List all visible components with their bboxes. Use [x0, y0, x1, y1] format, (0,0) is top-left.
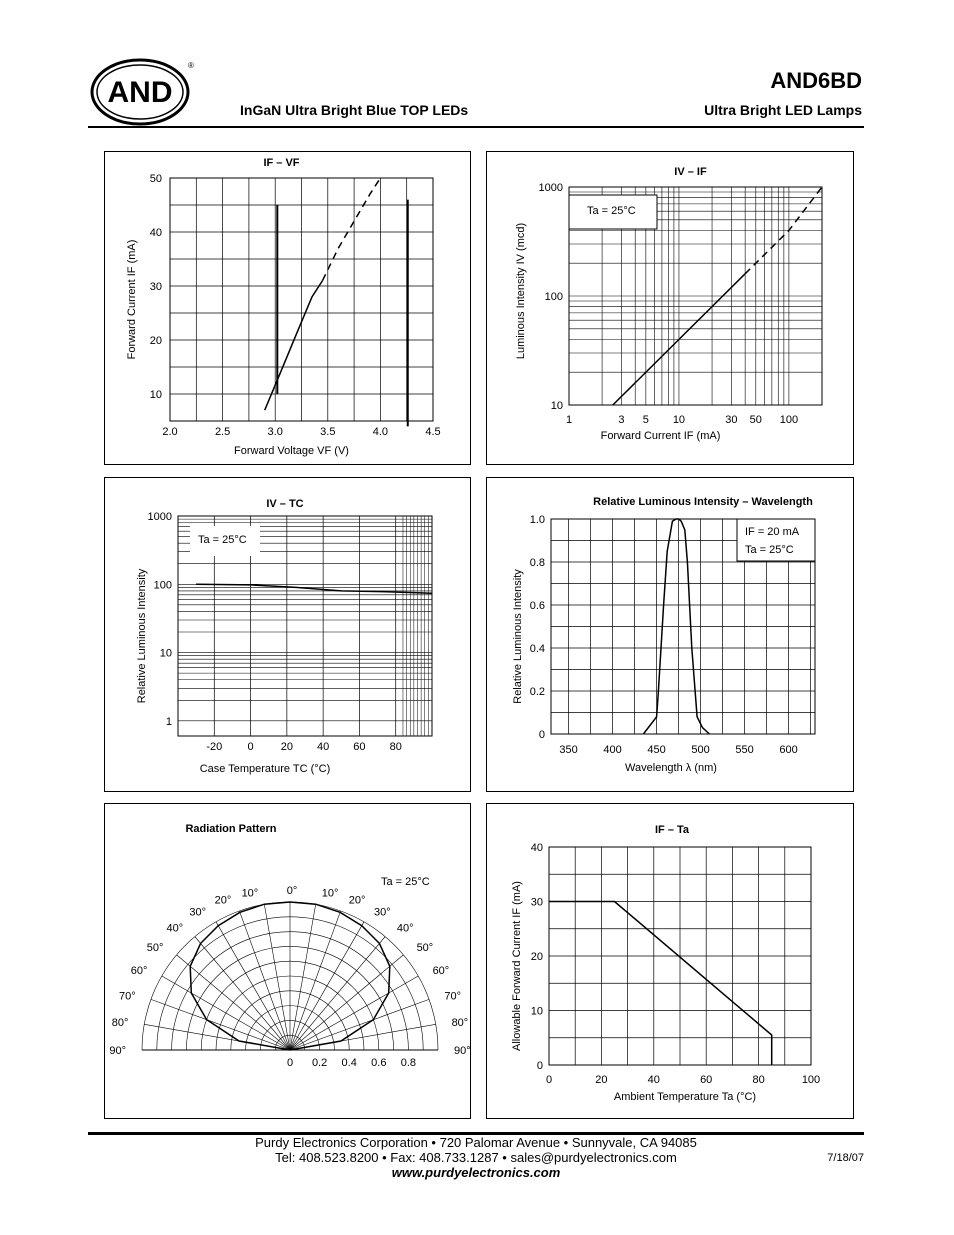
radiation-radial-tick: 0	[286, 1057, 294, 1069]
wavelength-annotation: Ta = 25°C	[745, 544, 794, 556]
iv-if-title: IV – IF	[674, 166, 707, 178]
wavelength-y-tick: 0	[538, 729, 545, 741]
iv-if-x-tick: 5	[642, 414, 649, 426]
registered-mark: ®	[188, 61, 194, 70]
iv-if-x-tick: 30	[725, 414, 738, 426]
iv-tc-x-tick: 20	[280, 741, 293, 753]
radiation-angle-label: 70°	[119, 990, 136, 1003]
radiation-angle-label: 30°	[189, 906, 206, 919]
if-ta-y-label: Allowable Forward Current IF (mA)	[511, 881, 523, 1051]
if-vf-x-tick: 4.0	[372, 426, 389, 438]
iv-tc-y-tick: 100	[153, 579, 172, 592]
chart-if-ta	[486, 803, 854, 1119]
chart-if-vf	[104, 151, 471, 465]
if-vf-x-tick: 2.0	[162, 426, 178, 438]
radiation-angle-label: 30°	[374, 906, 391, 919]
wavelength-x-tick: 600	[779, 744, 798, 756]
radiation-radial-tick: 0.6	[371, 1057, 387, 1069]
radiation-angle-label: 20°	[214, 894, 232, 907]
if-ta-x-tick: 40	[647, 1074, 660, 1086]
if-vf-title: IF – VF	[263, 157, 300, 169]
wavelength-x-tick: 500	[691, 744, 710, 756]
iv-tc-y-tick: 1000	[147, 511, 172, 523]
radiation-angle-label: 90°	[109, 1045, 126, 1057]
radiation-angle-label: 0°	[286, 885, 298, 897]
if-vf-y-tick: 40	[149, 227, 162, 239]
wavelength-x-tick: 550	[735, 744, 754, 756]
if-ta-x-tick: 20	[595, 1074, 608, 1086]
radiation-annotation: Ta = 25°C	[381, 876, 430, 888]
iv-tc-series-0	[196, 584, 432, 593]
radiation-angle-label: 10°	[321, 887, 339, 900]
if-vf-y-label: Forward Current IF (mA)	[126, 239, 138, 360]
if-vf-x-tick: 2.5	[214, 426, 231, 438]
iv-if-x-tick: 3	[618, 414, 625, 426]
if-ta-x-tick: 80	[752, 1074, 765, 1086]
radiation-angle-label: 90°	[454, 1045, 471, 1057]
iv-if-y-label: Luminous Intensity IV (mcd)	[515, 222, 527, 360]
part-number: AND6BD	[770, 68, 862, 93]
radiation-angle-label: 40°	[396, 922, 414, 935]
wavelength-y-tick: 0.2	[529, 686, 545, 698]
if-vf-x-tick: 3.5	[320, 426, 336, 438]
if-vf-y-tick: 10	[149, 389, 162, 401]
if-ta-x-tick: 60	[700, 1074, 713, 1086]
radiation-radial-tick: 0.4	[341, 1057, 357, 1069]
if-ta-y-tick: 0	[536, 1060, 543, 1072]
wavelength-y-tick: 0.6	[529, 600, 545, 612]
iv-tc-x-tick: 80	[389, 741, 402, 753]
iv-tc-y-tick: 10	[159, 647, 172, 660]
radiation-angle-label: 40°	[166, 922, 184, 935]
wavelength-y-tick: 0.4	[529, 643, 545, 655]
wavelength-x-label: Wavelength λ (nm)	[625, 762, 717, 774]
radiation-title: Radiation Pattern	[185, 823, 277, 835]
if-ta-x-tick: 0	[545, 1074, 553, 1086]
iv-tc-x-tick: -20	[206, 741, 223, 753]
iv-tc-y-label: Relative Luminous Intensity	[136, 568, 148, 704]
and-logo	[90, 58, 196, 126]
wavelength-x-tick: 400	[603, 744, 622, 756]
if-vf-y-tick: 50	[149, 173, 162, 185]
footer-contact: Tel: 408.523.8200 • Fax: 408.733.1287 • sales@purdyelectronics.com	[275, 1150, 677, 1165]
wavelength-title: Relative Luminous Intensity – Wavelength	[593, 496, 813, 508]
if-ta-y-tick: 10	[530, 1005, 543, 1018]
wavelength-x-tick: 350	[559, 744, 578, 756]
radiation-angle-label: 10°	[241, 887, 259, 900]
if-ta-y-tick: 30	[530, 896, 543, 909]
if-vf-y-tick: 20	[149, 335, 162, 347]
if-ta-y-tick: 20	[530, 951, 543, 963]
iv-tc-x-tick: 0	[247, 741, 254, 753]
iv-if-x-tick: 100	[779, 414, 799, 426]
iv-tc-x-label: Case Temperature TC (°C)	[199, 763, 331, 775]
radiation-angle-label: 20°	[348, 894, 366, 907]
radiation-angle-label: 70°	[444, 990, 461, 1003]
wavelength-y-tick: 0.8	[529, 557, 545, 569]
radiation-radial-tick: 0.2	[311, 1057, 328, 1069]
if-vf-series-0	[265, 281, 323, 411]
iv-tc-x-tick: 60	[353, 741, 366, 753]
iv-if-x-tick: 1	[565, 414, 573, 426]
radiation-angle-label: 50°	[146, 942, 164, 955]
iv-if-y-tick: 10	[550, 400, 563, 412]
wavelength-y-tick: 1.0	[529, 514, 545, 526]
chart-wavelength	[486, 477, 854, 792]
chart-radiation-pattern	[104, 803, 471, 1119]
if-vf-series-1	[323, 178, 381, 281]
iv-if-y-tick: 100	[544, 291, 563, 303]
if-vf-x-tick: 4.5	[425, 426, 441, 438]
wavelength-y-label: Relative Luminous Intensity	[512, 569, 524, 704]
wavelength-annotation: IF = 20 mA	[745, 526, 800, 538]
logo-text: AND	[107, 76, 173, 109]
chart-iv-tc	[104, 477, 471, 792]
product-subtitle: InGaN Ultra Bright Blue TOP LEDs	[240, 102, 469, 118]
radiation-angle-label: 60°	[432, 965, 450, 977]
if-ta-title: IF – Ta	[654, 824, 690, 836]
footer-company: Purdy Electronics Corporation • 720 Palomar Avenue • Sunnyvale, CA 94085	[255, 1135, 697, 1150]
radiation-angle-label: 80°	[111, 1017, 129, 1030]
chart-iv-if	[486, 151, 854, 465]
if-ta-y-tick: 40	[530, 842, 543, 854]
wavelength-x-tick: 450	[647, 744, 666, 756]
if-ta-x-label: Ambient Temperature Ta (°C)	[613, 1091, 757, 1103]
iv-tc-annotation: Ta = 25°C	[198, 534, 247, 546]
iv-if-x-tick: 10	[672, 414, 686, 426]
radiation-angle-label: 60°	[130, 965, 148, 977]
if-ta-x-tick: 100	[801, 1074, 821, 1086]
if-vf-y-tick: 30	[149, 281, 162, 293]
header-divider	[88, 126, 864, 128]
iv-tc-y-tick: 1	[165, 715, 172, 728]
footer-date: 7/18/07	[827, 1152, 864, 1164]
radiation-angle-label: 50°	[416, 942, 434, 955]
iv-tc-x-tick: 40	[317, 741, 330, 753]
footer-website[interactable]: www.purdyelectronics.com	[391, 1165, 561, 1180]
iv-if-x-label: Forward Current IF (mA)	[600, 430, 721, 442]
if-vf-x-label: Forward Voltage VF (V)	[234, 445, 349, 457]
iv-if-x-tick: 50	[749, 414, 762, 426]
product-category: Ultra Bright LED Lamps	[704, 102, 862, 118]
radiation-angle-label: 80°	[451, 1017, 469, 1030]
radiation-radial-tick: 0.8	[400, 1057, 417, 1069]
iv-tc-title: IV – TC	[266, 498, 304, 510]
if-vf-x-tick: 3.0	[267, 426, 283, 438]
iv-if-annotation: Ta = 25°C	[587, 205, 636, 217]
iv-if-y-tick: 1000	[538, 182, 563, 194]
